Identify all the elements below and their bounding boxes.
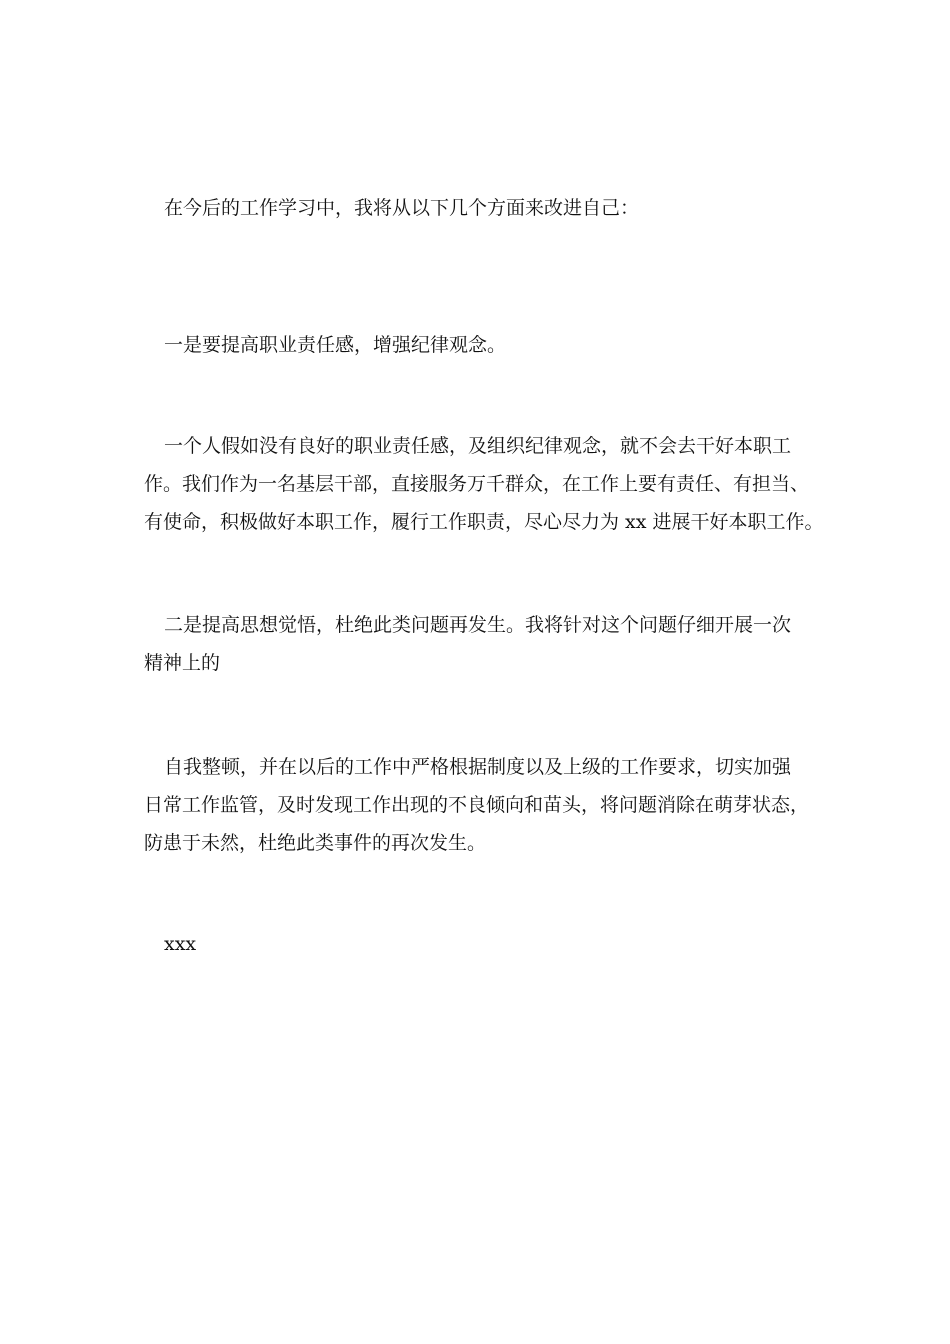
paragraph-line: 自我整顿，并在以后的工作中严格根据制度以及上级的工作要求，切实加强: [164, 756, 792, 778]
paragraph-line: 一是要提高职业责任感，增强纪律观念。: [164, 334, 507, 356]
paragraph-line: 在今后的工作学习中，我将从以下几个方面来改进自己：: [164, 197, 640, 219]
signature-line: xxx: [164, 933, 197, 955]
paragraph-line: 精神上的: [144, 652, 221, 674]
paragraph-line: 一个人假如没有良好的职业责任感，及组织纪律观念，就不会去干好本职工: [164, 435, 792, 457]
paragraph-line: 作。我们作为一名基层干部，直接服务万千群众，在工作上要有责任、有担当、: [144, 473, 810, 495]
paragraph-line: 防患于未然，杜绝此类事件的再次发生。: [144, 832, 487, 854]
paragraph-line: 有使命，积极做好本职工作，履行工作职责，尽心尽力为 xx 进展干好本职工作。: [144, 511, 824, 533]
paragraph-line: 日常工作监管，及时发现工作出现的不良倾向和苗头，将问题消除在萌芽状态，: [144, 794, 810, 816]
paragraph-line: 二是提高思想觉悟，杜绝此类问题再发生。我将针对这个问题仔细开展一次: [164, 614, 792, 636]
